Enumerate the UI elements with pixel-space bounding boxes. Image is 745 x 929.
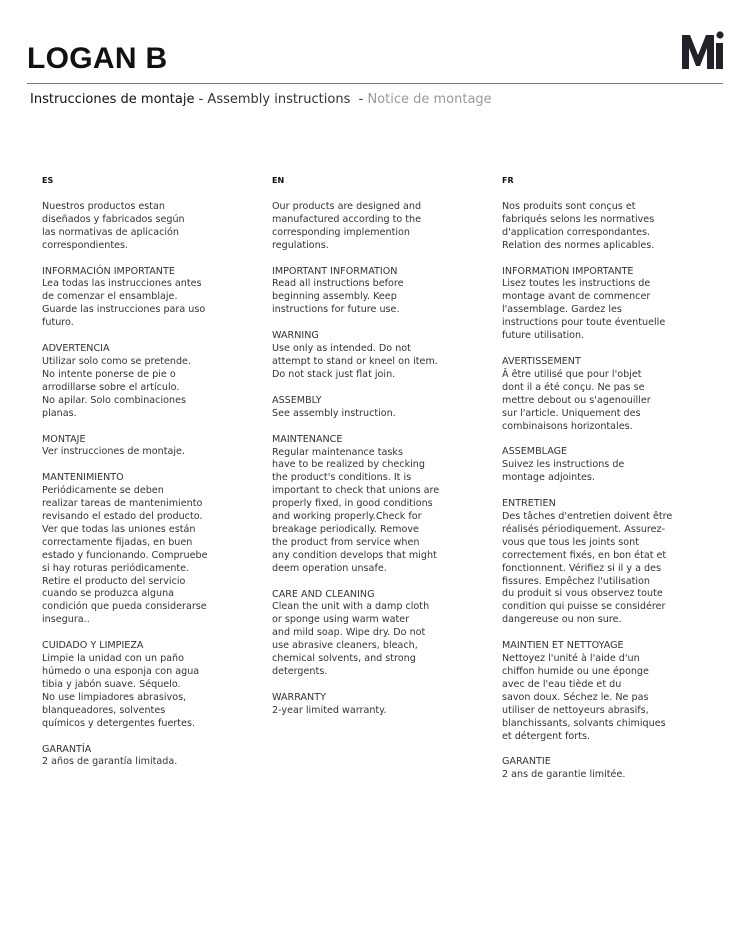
section-heading: ASSEMBLY [272, 394, 322, 406]
text-line: Regular maintenance tasks [272, 446, 403, 458]
section-heading: ENTRETIEN [502, 498, 556, 510]
text-section [272, 589, 502, 679]
text-line: corresponding implemention [272, 226, 410, 238]
text-line: Read all instructions before [272, 278, 404, 290]
section-heading: ADVERTENCIA [42, 343, 110, 355]
text-line: savon doux. Séchez le. Ne pas [502, 691, 649, 703]
text-line: No use limpiadores abrasivos, [42, 691, 187, 703]
text-line: et détergent forts. [502, 730, 591, 742]
text-line: the product from service when [272, 536, 420, 548]
text-line: d'application correspondantes. [502, 226, 651, 238]
text-line: manufactured according to the [272, 213, 422, 225]
text-line: Limpie la unidad con un paño [42, 653, 184, 665]
text-line: instructions pour toute éventuelle [502, 317, 666, 329]
text-line: and working properly.Check for [272, 511, 422, 523]
text-section [502, 201, 732, 253]
text-line: montage avant de commencer [502, 291, 651, 303]
text-line: See assembly instruction. [272, 407, 396, 419]
text-line: blanqueadores, solventes [42, 704, 166, 716]
text-line: planas. [42, 407, 77, 419]
text-line: Periódicamente se deben [42, 485, 164, 497]
section-heading: INFORMATION IMPORTANTE [502, 265, 634, 277]
text-line: utiliser de nettoyeurs abrasifs, [502, 704, 649, 716]
text-section [42, 266, 272, 331]
text-section [502, 756, 732, 782]
text-line: Our products are designed and [272, 200, 422, 212]
section-heading: INFORMACIÓN IMPORTANTE [42, 265, 175, 277]
text-section [502, 498, 732, 627]
text-line: 2 ans de garantie limitée. [502, 769, 626, 781]
text-line: No apilar. Solo combinaciones [42, 394, 186, 406]
text-line: Ver instrucciones de montaje. [42, 446, 185, 458]
text-line: combinaisons horizontales. [502, 420, 633, 432]
subtitle-fr: Notice de montage [367, 92, 492, 107]
text-line: du produit si vous observez toute [502, 588, 663, 600]
text-line: beginning assembly. Keep [272, 291, 397, 303]
text-section [272, 330, 502, 382]
text-line: use abrasive cleaners, bleach, [272, 640, 418, 652]
text-line: realizar tareas de mantenimiento [42, 498, 203, 510]
text-line: Ver que todas las uniones están [42, 523, 196, 535]
text-line: Suivez les instructions de [502, 459, 625, 471]
text-line: correspondientes. [42, 239, 129, 251]
text-line: chemical solvents, and strong [272, 653, 416, 665]
text-section [272, 395, 502, 421]
section-heading: MANTENIMIENTO [42, 472, 124, 484]
text-line: Nettoyez l'unité à l'aide d'un [502, 653, 640, 665]
text-line: or sponge using warm water [272, 614, 410, 626]
text-line: Retire el producto del servicio [42, 575, 186, 587]
text-line: properly fixed, in good conditions [272, 498, 433, 510]
section-heading: GARANTÍA [42, 743, 92, 755]
text-line: breakage periodically. Remove [272, 523, 419, 535]
section-heading: IMPORTANT INFORMATION [272, 265, 398, 277]
text-line: dangereuse ou non sure. [502, 614, 622, 626]
subtitle-separator: - [194, 92, 208, 107]
text-line: fonctionnent. Vérifiez si il y a des [502, 562, 662, 574]
text-line: las normativas de aplicación [42, 226, 179, 238]
text-section [272, 201, 502, 253]
text-line: have to be realized by checking [272, 459, 425, 471]
text-line: estado y funcionando. Compruebe [42, 549, 208, 561]
text-line: Clean the unit with a damp cloth [272, 601, 430, 613]
header-divider [27, 83, 723, 84]
text-line: sur l'article. Uniquement des [502, 407, 641, 419]
text-line: Lisez toutes les instructions de [502, 278, 651, 290]
text-line: condition qui puisse se considérer [502, 601, 666, 613]
subtitle-es: Instrucciones de montaje [30, 92, 195, 107]
text-line: dont il a été conçu. Ne pas se [502, 381, 645, 393]
text-line: húmedo o una esponja con agua [42, 666, 200, 677]
text-line: important to check that unions are [272, 485, 440, 497]
text-line: No intente ponerse de pie o [42, 368, 176, 380]
text-section [42, 472, 272, 627]
text-line: mettre debout ou s'agenouiller [502, 394, 651, 406]
text-line: tibia y jabón suave. Séquelo. [42, 678, 181, 690]
section-heading: GARANTIE [502, 756, 551, 768]
text-section [42, 201, 272, 253]
text-line: blanchissants, solvants chimiques [502, 717, 666, 729]
column-en [272, 175, 502, 731]
column-fr [502, 175, 732, 795]
text-section [42, 640, 272, 730]
text-section [272, 266, 502, 318]
text-line: réalisés périodiquement. Assurez- [502, 523, 666, 535]
text-line: arrodillarse sobre el artículo. [42, 381, 180, 393]
text-section [502, 640, 732, 743]
text-line: cuando se produzca alguna [42, 588, 175, 600]
text-line: and mild soap. Wipe dry. Do not [272, 627, 426, 639]
text-line: Do not stack just flat join. [272, 368, 396, 380]
text-line: si hay roturas periódicamente. [42, 562, 190, 574]
text-line: futuro. [42, 317, 74, 329]
text-line: l'assemblage. Gardez les [502, 304, 622, 316]
text-line: 2 años de garantía limitada. [42, 756, 178, 768]
text-line: any condition develops that might [272, 549, 437, 561]
text-line: attempt to stand or kneel on item. [272, 355, 438, 367]
text-line: condición que pueda considerarse [42, 601, 207, 613]
text-line: de comenzar el ensamblaje. [42, 291, 178, 303]
subtitle-en: Assembly instructions [207, 92, 351, 107]
brand-logo [680, 29, 726, 71]
text-line: revisando el estado del producto. [42, 511, 203, 523]
text-line: correctement fixés, en bon état et [502, 549, 667, 561]
text-line: montage adjointes. [502, 472, 595, 484]
section-heading: WARRANTY [272, 691, 326, 703]
text-line: future utilisation. [502, 330, 585, 342]
text-line: Relation des normes aplicables. [502, 239, 655, 251]
text-section [272, 692, 502, 718]
text-line: instructions for future use. [272, 304, 400, 316]
language-label: EN [272, 176, 285, 185]
text-line: químicos y detergentes fuertes. [42, 717, 195, 729]
text-line: 2-year limited warranty. [272, 704, 387, 716]
text-line: Use only as intended. Do not [272, 343, 411, 355]
section-heading: MONTAJE [42, 433, 86, 445]
text-line: avec de l'eau tiède et du [502, 678, 622, 690]
text-line: regulations. [272, 239, 329, 251]
text-section [42, 343, 272, 420]
text-line: correctamente fijadas, en buen [42, 536, 193, 548]
section-heading: ASSEMBLAGE [502, 446, 568, 458]
text-line: chiffon humide ou une éponge [502, 666, 649, 677]
text-line: Nos produits sont conçus et [502, 200, 636, 212]
section-heading: CUIDADO Y LIMPIEZA [42, 640, 144, 652]
text-line: detergents. [272, 666, 328, 677]
text-line: diseñados y fabricados según [42, 213, 185, 225]
text-section [502, 266, 732, 343]
text-line: Utilizar solo como se pretende. [42, 355, 192, 367]
text-line: Â être utilisé que pour l'objet [502, 368, 642, 380]
language-label: FR [502, 176, 514, 185]
text-section [42, 744, 272, 770]
text-section [42, 434, 272, 460]
page-title: LOGAN B [27, 42, 168, 75]
section-heading: CARE AND CLEANING [272, 588, 375, 600]
text-section [502, 356, 732, 433]
section-heading: AVERTISSEMENT [502, 355, 581, 367]
text-line: vous que tous les joints sont [502, 536, 639, 548]
column-es [42, 175, 272, 782]
text-section [502, 446, 732, 485]
text-line: fissures. Empêchez l'utilisation [502, 575, 650, 587]
text-line: Des tâches d'entretien doivent être [502, 511, 673, 523]
text-line: deem operation unsafe. [272, 562, 387, 574]
language-label: ES [42, 176, 54, 185]
text-line: insegura.. [42, 614, 90, 626]
text-line: Lea todas las instrucciones antes [42, 278, 202, 290]
section-heading: MAINTIEN ET NETTOYAGE [502, 640, 624, 652]
text-line: fabriqués selons les normatives [502, 213, 655, 225]
page-subtitle [30, 92, 492, 107]
text-line: Nuestros productos estan [42, 200, 166, 212]
section-heading: MAINTENANCE [272, 433, 343, 445]
subtitle-separator: - [350, 92, 368, 107]
text-line: the product's conditions. It is [272, 472, 412, 484]
text-section [272, 434, 502, 576]
text-line: Guarde las instrucciones para uso [42, 304, 206, 316]
section-heading: WARNING [272, 330, 319, 342]
